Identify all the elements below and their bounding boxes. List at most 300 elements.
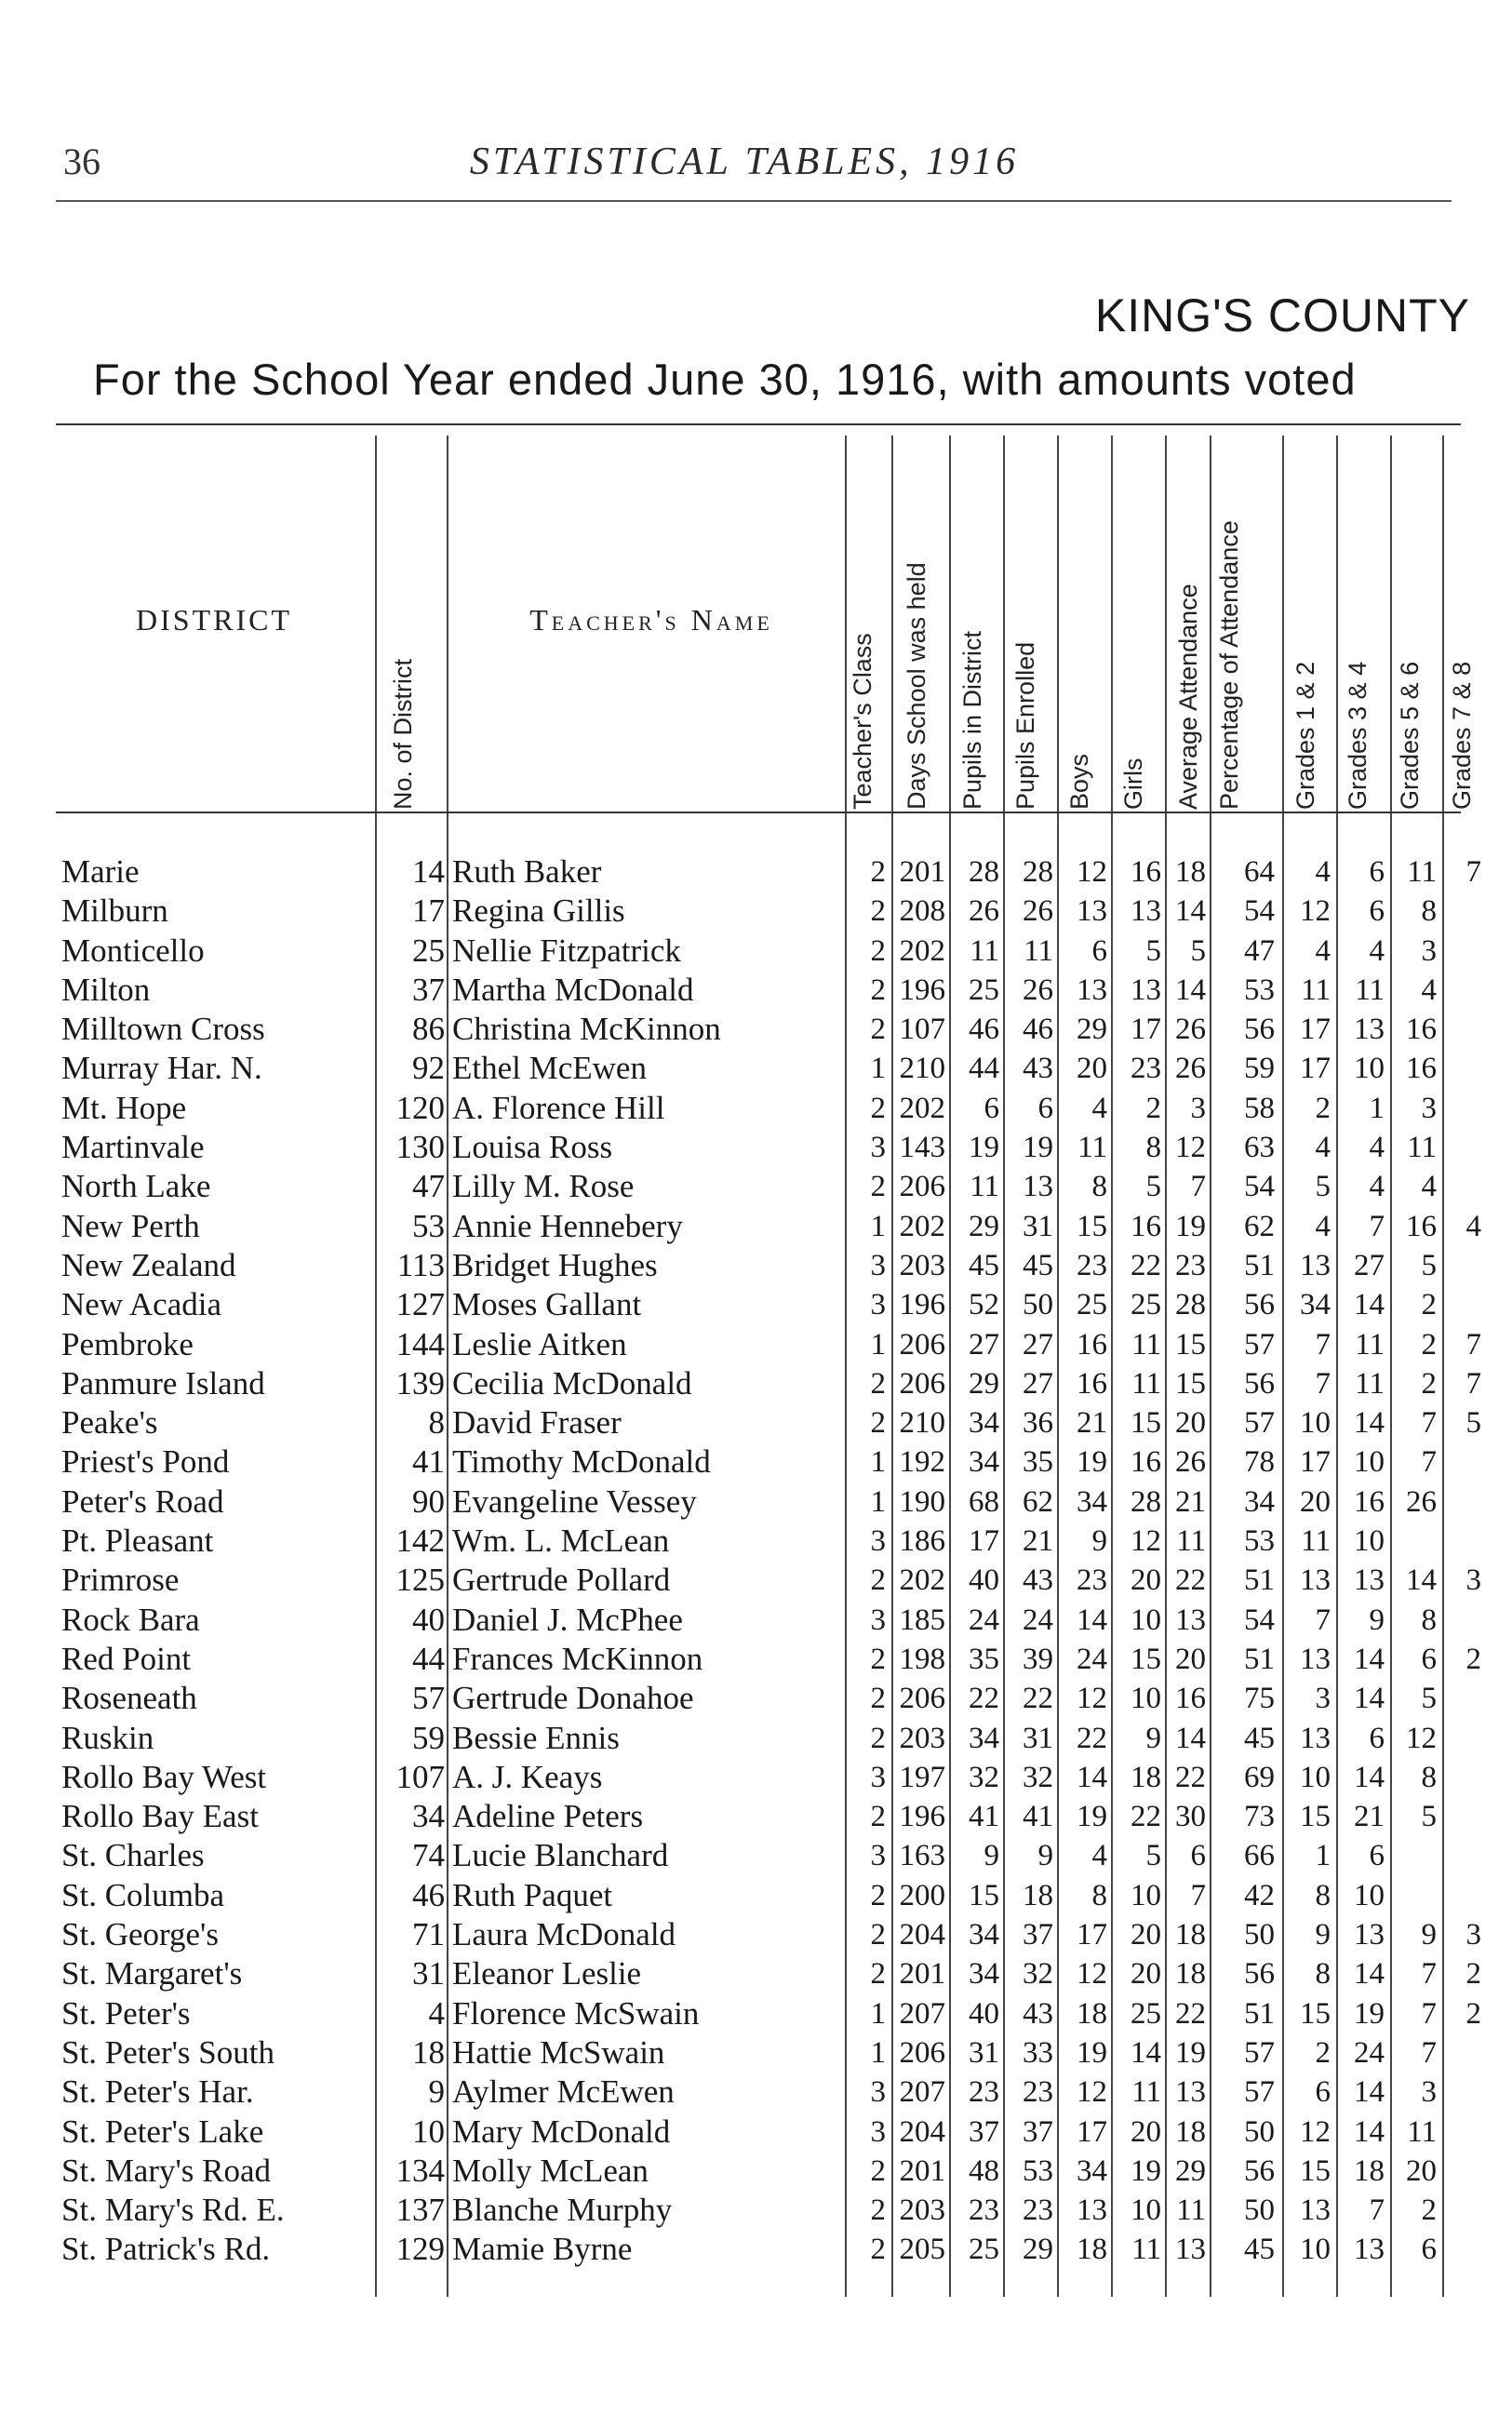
district-number: 46	[412, 1876, 445, 1913]
cell-pid: 26	[969, 894, 999, 929]
cell-g12: 17	[1300, 1445, 1331, 1480]
table-row	[0, 2113, 1512, 2152]
cell-girls: 20	[1131, 1563, 1161, 1598]
cell-boys: 11	[1077, 1131, 1107, 1165]
cell-boys: 21	[1077, 1406, 1107, 1441]
district-name: St. Mary's Rd. E.	[61, 2192, 285, 2229]
cell-pct: 78	[1244, 1445, 1275, 1480]
cell-avg: 18	[1175, 855, 1206, 889]
cell-g12: 3	[1315, 1682, 1331, 1716]
cell-days: 196	[899, 1800, 945, 1834]
cell-g34: 7	[1369, 2193, 1385, 2228]
cell-boys: 9	[1091, 1524, 1107, 1559]
cell-g34: 13	[1354, 1563, 1385, 1598]
column-header-boys: Boys	[1065, 753, 1093, 810]
cell-boys: 23	[1077, 1248, 1107, 1282]
cell-g12: 12	[1300, 2114, 1331, 2149]
district-number: 40	[412, 1601, 445, 1638]
teacher-name: Gertrude Donahoe	[452, 1680, 694, 1717]
cell-pid: 9	[983, 1839, 999, 1873]
cell-pid: 46	[969, 1013, 999, 1047]
cell-g12: 12	[1300, 894, 1331, 929]
teacher-name: Moses Gallant	[452, 1286, 642, 1323]
cell-avg: 21	[1175, 1484, 1206, 1519]
cell-days: 206	[899, 1366, 945, 1401]
cell-pid: 34	[969, 1406, 999, 1441]
cell-days: 201	[899, 2153, 945, 2188]
cell-cls: 3	[870, 1288, 886, 1322]
cell-pid: 6	[983, 1091, 999, 1125]
teacher-name: Mamie Byrne	[452, 2231, 633, 2268]
cell-g12: 4	[1315, 855, 1331, 889]
cell-g56: 20	[1406, 2153, 1437, 2188]
table-row	[0, 2073, 1512, 2112]
cell-pct: 34	[1244, 1484, 1275, 1519]
district-name: New Acadia	[61, 1286, 222, 1323]
cell-g56: 8	[1421, 1603, 1437, 1637]
cell-girls: 13	[1131, 973, 1161, 1007]
cell-g34: 4	[1369, 1131, 1385, 1165]
teacher-name: Frances McKinnon	[452, 1640, 703, 1677]
district-name: Milburn	[61, 892, 168, 930]
cell-pid: 34	[969, 1957, 999, 1992]
cell-avg: 15	[1175, 1327, 1206, 1362]
teacher-name: Blanche Murphy	[452, 2192, 673, 2229]
cell-avg: 11	[1176, 2193, 1206, 2228]
cell-pid: 40	[969, 1996, 999, 2031]
cell-pct: 62	[1244, 1209, 1275, 1243]
cell-pid: 31	[969, 2035, 999, 2070]
table-subtitle: For the School Year ended June 30, 1916, with amounts voted	[93, 355, 1357, 404]
cell-g78: 2	[1465, 1642, 1481, 1676]
cell-cls: 3	[870, 1760, 886, 1794]
teacher-name: Mary McDonald	[452, 2113, 671, 2150]
cell-g56: 4	[1421, 973, 1437, 1007]
table-row	[0, 1482, 1512, 1522]
cell-avg: 20	[1175, 1406, 1206, 1441]
cell-g56: 5	[1421, 1800, 1437, 1834]
cell-g56: 7	[1421, 1445, 1437, 1480]
cell-enr: 37	[1023, 1918, 1053, 1952]
cell-girls: 14	[1131, 2035, 1161, 2070]
table-row	[0, 1994, 1512, 2033]
district-name: St. Charles	[61, 1837, 205, 1874]
cell-g34: 27	[1354, 1248, 1385, 1282]
cell-boys: 12	[1077, 2075, 1107, 2110]
district-number: 9	[428, 2073, 445, 2111]
cell-girls: 18	[1131, 1760, 1161, 1794]
cell-g12: 2	[1315, 1091, 1331, 1125]
cell-g12: 8	[1315, 1957, 1331, 1992]
cell-girls: 28	[1131, 1484, 1161, 1519]
cell-pct: 54	[1244, 1603, 1275, 1637]
cell-g34: 10	[1354, 1524, 1385, 1559]
cell-pid: 19	[969, 1131, 999, 1165]
district-number: 41	[412, 1443, 445, 1481]
cell-g78: 7	[1465, 1366, 1481, 1401]
cell-g12: 13	[1300, 1721, 1331, 1755]
cell-pid: 44	[969, 1052, 999, 1086]
cell-enr: 35	[1023, 1445, 1053, 1480]
cell-pid: 34	[969, 1721, 999, 1755]
teacher-name: Lucie Blanchard	[452, 1837, 669, 1874]
cell-pct: 75	[1244, 1682, 1275, 1716]
teacher-name: Aylmer McEwen	[452, 2073, 675, 2111]
district-name: Murray Har. N.	[61, 1050, 262, 1087]
cell-cls: 2	[870, 1091, 886, 1125]
district-number: 125	[395, 1562, 445, 1599]
cell-cls: 2	[870, 1682, 886, 1716]
cell-g12: 34	[1300, 1288, 1331, 1322]
cell-days: 203	[899, 2193, 945, 2228]
district-number: 134	[395, 2152, 445, 2189]
cell-g34: 13	[1354, 1918, 1385, 1952]
teacher-name: Bridget Hughes	[452, 1246, 658, 1283]
cell-g56: 12	[1406, 1721, 1437, 1755]
district-name: St. Peter's	[61, 1994, 191, 2032]
cell-pct: 64	[1244, 855, 1275, 889]
teacher-name: Molly McLean	[452, 2152, 649, 2189]
cell-days: 190	[899, 1484, 945, 1519]
cell-g12: 4	[1315, 1209, 1331, 1243]
cell-girls: 20	[1131, 2114, 1161, 2149]
column-header-district: DISTRICT	[136, 603, 292, 637]
cell-boys: 19	[1077, 1800, 1107, 1834]
cell-pct: 54	[1244, 1170, 1275, 1204]
district-name: St. Peter's South	[61, 2033, 274, 2071]
cell-girls: 5	[1145, 1170, 1161, 1204]
table-row	[0, 1403, 1512, 1442]
district-name: Ruskin	[61, 1719, 154, 1756]
column-header-percentage-attendance: Percentage of Attendance	[1215, 520, 1243, 810]
cell-avg: 22	[1175, 1760, 1206, 1794]
cell-pct: 51	[1244, 1642, 1275, 1676]
cell-g34: 14	[1354, 2114, 1385, 2149]
cell-cls: 2	[870, 1957, 886, 1992]
cell-g34: 6	[1369, 1839, 1385, 1873]
teacher-name: Louisa Ross	[452, 1129, 613, 1166]
district-name: Monticello	[61, 932, 205, 969]
cell-g34: 13	[1354, 2233, 1385, 2267]
cell-g34: 6	[1369, 894, 1385, 929]
cell-enr: 39	[1023, 1642, 1053, 1676]
table-row	[0, 852, 1512, 892]
district-name: Mt. Hope	[61, 1089, 187, 1126]
cell-girls: 10	[1131, 1682, 1161, 1716]
table-row	[0, 1325, 1512, 1364]
cell-pid: 15	[969, 1878, 999, 1912]
teacher-name: Hattie McSwain	[452, 2033, 665, 2071]
cell-boys: 4	[1091, 1839, 1107, 1873]
cell-girls: 2	[1145, 1091, 1161, 1125]
cell-days: 198	[899, 1642, 945, 1676]
cell-boys: 29	[1077, 1013, 1107, 1047]
cell-g56: 11	[1407, 855, 1437, 889]
cell-enr: 13	[1023, 1170, 1053, 1204]
cell-g56: 26	[1406, 1484, 1437, 1519]
district-name: Milltown Cross	[61, 1011, 265, 1048]
cell-g12: 8	[1315, 1878, 1331, 1912]
cell-enr: 28	[1023, 855, 1053, 889]
cell-g34: 11	[1355, 1366, 1385, 1401]
cell-cls: 3	[870, 1131, 886, 1165]
cell-g12: 17	[1300, 1052, 1331, 1086]
cell-girls: 8	[1145, 1131, 1161, 1165]
cell-days: 107	[899, 1013, 945, 1047]
cell-pct: 66	[1244, 1839, 1275, 1873]
teacher-name: A. J. Keays	[452, 1758, 603, 1795]
table-row	[0, 1128, 1512, 1167]
cell-cls: 3	[870, 2114, 886, 2149]
teacher-name: Nellie Fitzpatrick	[452, 932, 681, 969]
district-number: 25	[412, 932, 445, 969]
district-name: St. Mary's Road	[61, 2152, 272, 2189]
cell-pct: 69	[1244, 1760, 1275, 1794]
cell-enr: 31	[1023, 1209, 1053, 1243]
district-number: 120	[395, 1089, 445, 1126]
district-name: Peake's	[61, 1404, 158, 1442]
cell-girls: 10	[1131, 2193, 1161, 2228]
cell-g34: 11	[1355, 1327, 1385, 1362]
cell-enr: 50	[1023, 1288, 1053, 1322]
cell-g56: 16	[1406, 1013, 1437, 1047]
cell-pct: 58	[1244, 1091, 1275, 1125]
cell-g56: 3	[1421, 1091, 1437, 1125]
table-row	[0, 1207, 1512, 1246]
cell-avg: 7	[1190, 1170, 1206, 1204]
column-header-average-attendance: Average Attendance	[1174, 584, 1202, 810]
cell-days: 143	[899, 1131, 945, 1165]
cell-days: 206	[899, 1170, 945, 1204]
cell-pid: 11	[970, 1170, 999, 1204]
cell-pid: 25	[969, 973, 999, 1007]
table-row	[0, 1246, 1512, 1285]
cell-days: 192	[899, 1445, 945, 1480]
table-row	[0, 1442, 1512, 1482]
cell-g34: 21	[1354, 1800, 1385, 1834]
cell-boys: 18	[1077, 1996, 1107, 2031]
cell-girls: 11	[1131, 2233, 1161, 2267]
cell-boys: 13	[1077, 973, 1107, 1007]
district-number: 130	[395, 1129, 445, 1166]
teacher-name: Eleanor Leslie	[452, 1955, 642, 1992]
cell-pct: 53	[1244, 973, 1275, 1007]
cell-cls: 2	[870, 933, 886, 968]
cell-days: 208	[899, 894, 945, 929]
teacher-name: Bessie Ennis	[452, 1719, 620, 1756]
table-row	[0, 1719, 1512, 1758]
cell-g34: 10	[1354, 1445, 1385, 1480]
district-number: 86	[412, 1011, 445, 1048]
cell-pct: 53	[1244, 1524, 1275, 1559]
cell-pid: 22	[969, 1682, 999, 1716]
cell-g34: 1	[1369, 1091, 1385, 1125]
cell-g78: 2	[1465, 1957, 1481, 1992]
cell-days: 186	[899, 1524, 945, 1559]
cell-days: 206	[899, 1327, 945, 1362]
district-number: 142	[395, 1523, 445, 1560]
table-row	[0, 1954, 1512, 1993]
cell-pct: 73	[1244, 1800, 1275, 1834]
cell-g56: 6	[1421, 1642, 1437, 1676]
cell-cls: 2	[870, 1721, 886, 1755]
cell-g34: 14	[1354, 1406, 1385, 1441]
column-header-grades-1-2: Grades 1 & 2	[1291, 661, 1319, 810]
district-number: 144	[395, 1325, 445, 1362]
cell-cls: 2	[870, 2233, 886, 2267]
cell-avg: 29	[1175, 2153, 1206, 2188]
district-number: 57	[412, 1680, 445, 1717]
cell-girls: 5	[1145, 1839, 1161, 1873]
cell-pid: 25	[969, 2233, 999, 2267]
cell-cls: 2	[870, 1563, 886, 1598]
cell-avg: 6	[1190, 1839, 1206, 1873]
cell-pid: 17	[969, 1524, 999, 1559]
cell-g12: 15	[1300, 1996, 1331, 2031]
table-row	[0, 1364, 1512, 1403]
cell-g78: 2	[1465, 1996, 1481, 2031]
cell-g56: 9	[1421, 1918, 1437, 1952]
teacher-name: Martha McDonald	[452, 971, 694, 1008]
cell-g12: 15	[1300, 2153, 1331, 2188]
district-name: Pt. Pleasant	[61, 1523, 214, 1560]
teacher-name: Christina McKinnon	[452, 1011, 721, 1048]
cell-avg: 26	[1175, 1445, 1206, 1480]
cell-days: 206	[899, 2035, 945, 2070]
cell-cls: 2	[870, 855, 886, 889]
cell-g12: 11	[1301, 973, 1331, 1007]
cell-avg: 28	[1175, 1288, 1206, 1322]
cell-cls: 2	[870, 1878, 886, 1912]
cell-cls: 1	[870, 2035, 886, 2070]
district-name: St. Margaret's	[61, 1955, 243, 1992]
column-header-grades-3-4: Grades 3 & 4	[1344, 661, 1372, 810]
district-name: St. Patrick's Rd.	[61, 2231, 271, 2268]
column-header-teachers-name: Teacher's Name	[529, 603, 773, 637]
cell-g34: 14	[1354, 2075, 1385, 2110]
cell-pid: 32	[969, 1760, 999, 1794]
cell-pid: 34	[969, 1918, 999, 1952]
cell-g56: 3	[1421, 933, 1437, 968]
cell-enr: 45	[1023, 1248, 1053, 1282]
cell-girls: 16	[1131, 1445, 1161, 1480]
cell-enr: 41	[1023, 1800, 1053, 1834]
cell-avg: 14	[1175, 1721, 1206, 1755]
header-divider	[56, 200, 1452, 202]
cell-girls: 25	[1131, 1288, 1161, 1322]
cell-enr: 32	[1023, 1957, 1053, 1992]
cell-enr: 53	[1023, 2153, 1053, 2188]
cell-avg: 16	[1175, 1682, 1206, 1716]
district-number: 92	[412, 1050, 445, 1087]
teacher-name: Florence McSwain	[452, 1994, 700, 2032]
cell-pid: 29	[969, 1209, 999, 1243]
table-row	[0, 1836, 1512, 1875]
cell-g56: 11	[1407, 1131, 1437, 1165]
cell-boys: 19	[1077, 2035, 1107, 2070]
cell-g56: 16	[1406, 1052, 1437, 1086]
district-number: 113	[396, 1246, 445, 1283]
district-name: Rollo Bay East	[61, 1798, 259, 1835]
cell-pid: 11	[970, 933, 999, 968]
cell-days: 196	[899, 973, 945, 1007]
cell-boys: 25	[1077, 1288, 1107, 1322]
cell-pid: 27	[969, 1327, 999, 1362]
district-number: 44	[412, 1640, 445, 1677]
cell-avg: 22	[1175, 1996, 1206, 2031]
district-name: St. George's	[61, 1916, 219, 1953]
cell-cls: 2	[870, 2153, 886, 2188]
cell-g56: 8	[1421, 894, 1437, 929]
cell-g12: 15	[1300, 1800, 1331, 1834]
cell-girls: 17	[1131, 1013, 1161, 1047]
cell-boys: 19	[1077, 1445, 1107, 1480]
cell-boys: 4	[1091, 1091, 1107, 1125]
column-header-pupils-in-district: Pupils in District	[958, 630, 986, 810]
district-number: 53	[412, 1207, 445, 1244]
teacher-name: Cecilia McDonald	[452, 1364, 692, 1402]
cell-days: 202	[899, 933, 945, 968]
cell-g34: 14	[1354, 1682, 1385, 1716]
cell-girls: 11	[1131, 1366, 1161, 1401]
cell-enr: 29	[1023, 2233, 1053, 2267]
district-name: Panmure Island	[61, 1364, 265, 1402]
district-number: 129	[395, 2231, 445, 2268]
cell-g12: 4	[1315, 933, 1331, 968]
cell-g12: 6	[1315, 2075, 1331, 2110]
cell-girls: 22	[1131, 1800, 1161, 1834]
teacher-name: Regina Gillis	[452, 892, 625, 930]
table-row	[0, 1915, 1512, 1954]
column-header-girls: Girls	[1119, 758, 1147, 810]
cell-enr: 26	[1023, 973, 1053, 1007]
district-number: 14	[412, 853, 445, 890]
cell-girls: 22	[1131, 1248, 1161, 1282]
cell-pct: 50	[1244, 2193, 1275, 2228]
cell-boys: 13	[1077, 894, 1107, 929]
cell-g56: 2	[1421, 1327, 1437, 1362]
district-number: 90	[412, 1482, 445, 1520]
cell-cls: 1	[870, 1996, 886, 2031]
table-row	[0, 1010, 1512, 1049]
column-header-no-of-district: No. of District	[389, 658, 417, 810]
cell-pid: 23	[969, 2075, 999, 2110]
table-row	[0, 971, 1512, 1010]
cell-pid: 24	[969, 1603, 999, 1637]
cell-pct: 50	[1244, 2114, 1275, 2149]
district-number: 4	[428, 1994, 445, 2032]
cell-enr: 21	[1023, 1524, 1053, 1559]
cell-pct: 56	[1244, 1013, 1275, 1047]
cell-enr: 32	[1023, 1760, 1053, 1794]
cell-cls: 3	[870, 1248, 886, 1282]
cell-days: 204	[899, 1918, 945, 1952]
table-row	[0, 2230, 1512, 2269]
cell-enr: 9	[1037, 1839, 1053, 1873]
running-head	[47, 140, 1442, 195]
cell-cls: 3	[870, 1839, 886, 1873]
cell-g12: 5	[1315, 1170, 1331, 1204]
cell-enr: 22	[1023, 1682, 1053, 1716]
cell-boys: 16	[1077, 1366, 1107, 1401]
running-title: STATISTICAL TABLES, 1916	[469, 141, 1020, 183]
table-row	[0, 1561, 1512, 1600]
teacher-name: Timothy McDonald	[452, 1443, 711, 1481]
district-number: 31	[412, 1955, 445, 1992]
cell-g34: 14	[1354, 1642, 1385, 1676]
cell-enr: 11	[1024, 933, 1053, 968]
cell-pct: 45	[1244, 1721, 1275, 1755]
